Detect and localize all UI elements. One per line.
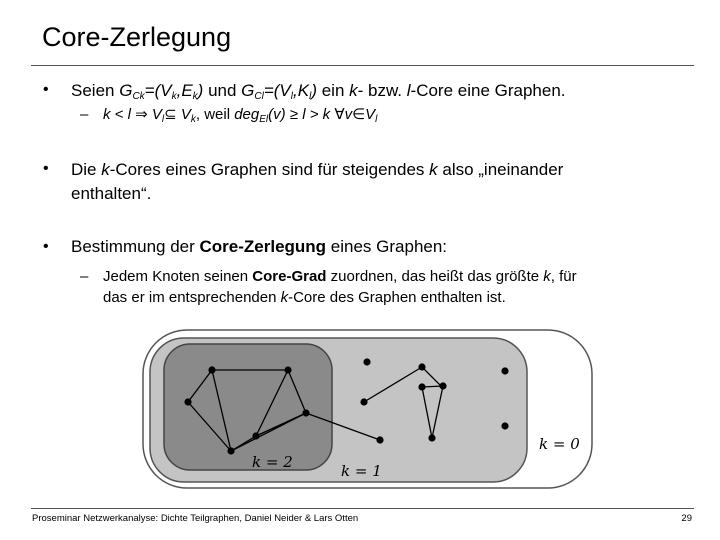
graph-node xyxy=(208,366,215,373)
core-region-k2 xyxy=(164,344,332,470)
bullet-marker: • xyxy=(43,160,49,177)
graph-node xyxy=(227,447,234,454)
graph-node xyxy=(360,398,367,405)
graph-node xyxy=(428,434,435,441)
graph-node xyxy=(418,383,425,390)
footer-divider xyxy=(31,508,694,509)
subbullet-core-degree: Jedem Knoten seinen Core-Grad zuordnen, das heißt das größte k, für das er im entsprechenden k-Core des Graphen enthalten ist. xyxy=(103,268,577,306)
bullet-core-decomposition: Bestimmung der Core-Zerlegung eines Graphen: xyxy=(71,237,448,256)
graph-node xyxy=(184,398,191,405)
dash-marker: – xyxy=(80,106,89,123)
page-number: 29 xyxy=(681,513,692,524)
graph-node xyxy=(363,358,370,365)
label-k1: k = 1 xyxy=(341,462,382,480)
graph-node xyxy=(439,382,446,389)
label-k0: k = 0 xyxy=(539,435,580,453)
graph-node xyxy=(418,363,425,370)
graph-node xyxy=(284,366,291,373)
graph-node xyxy=(501,367,508,374)
bullet-nested-cores: Die k-Cores eines Graphen sind für steigendes k also „ineinander enthalten“. xyxy=(71,160,564,203)
bullet-core-definition: Seien $G_{Ck}=(V_k,E_k)$ und $G_{Cl}=(V_l,K_l)$ ein k- bzw. l-Core eine Graphen. xyxy=(71,81,566,102)
slide-title: Core-Zerlegung xyxy=(42,22,232,52)
bullet-marker: • xyxy=(43,81,49,98)
footer-text: Proseminar Netzwerkanalyse: Dichte Teilgraphen, Daniel Neider & Lars Otten xyxy=(32,513,359,524)
dash-marker: – xyxy=(80,268,89,285)
bullet-marker: • xyxy=(43,238,49,255)
graph-node xyxy=(376,436,383,443)
subbullet-core-inclusion: k < l ⇒ $V_l⊆$ $V_k$, weil deg$_{El}$(v) ≥ l > k $\forall v\in V_l$ xyxy=(103,106,378,125)
graph-node xyxy=(501,422,508,429)
graph-node xyxy=(302,409,309,416)
label-k2: k = 2 xyxy=(252,453,293,471)
graph-node xyxy=(252,432,259,439)
